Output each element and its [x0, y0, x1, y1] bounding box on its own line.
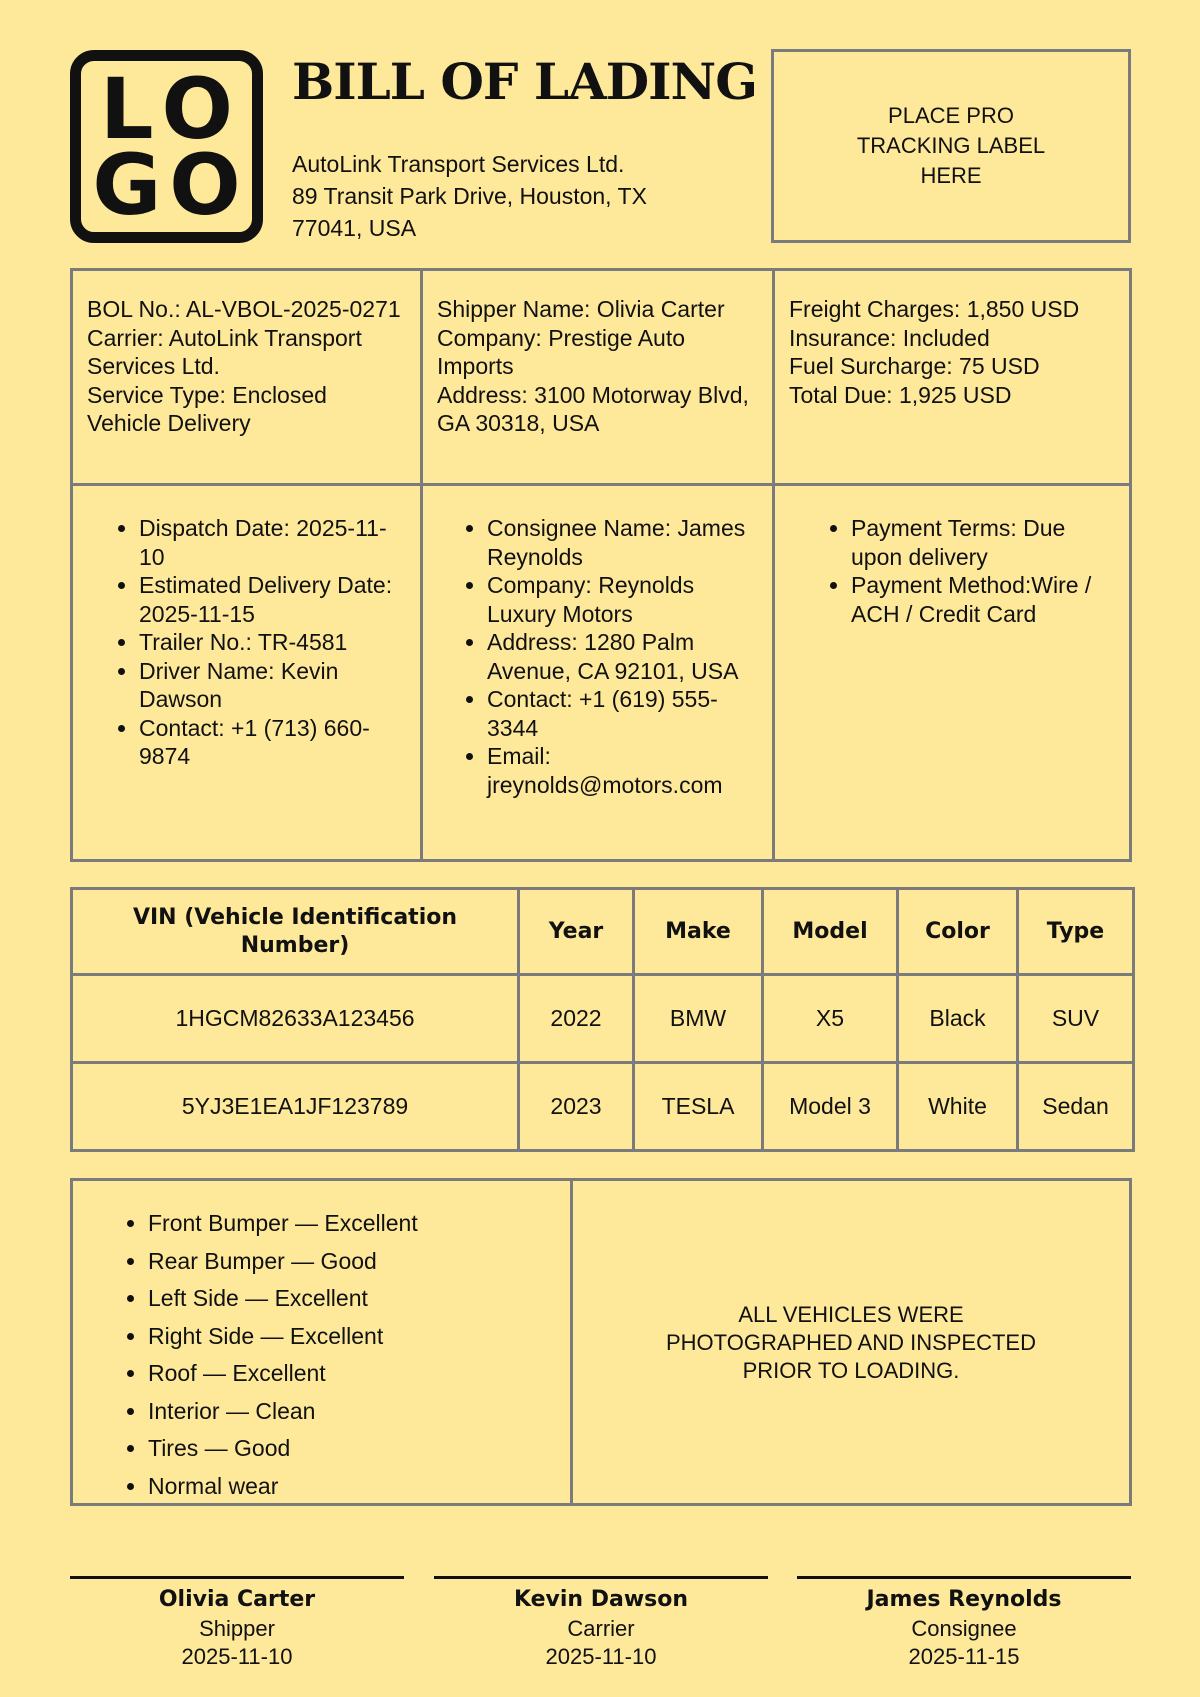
consignee-details [423, 486, 775, 859]
model-cell: X5 [763, 975, 898, 1063]
list-item: • Company: Reynolds Luxury Motors [487, 571, 760, 628]
vin-cell: 1HGCM82633A123456 [72, 975, 519, 1063]
vin-cell: 5YJ3E1EA1JF123789 [72, 1063, 519, 1151]
column-header-type: Type [1018, 889, 1134, 975]
list-item: • Contact: +1 (713) 660-9874 [139, 714, 408, 771]
column-header-make: Make [634, 889, 763, 975]
column-header-year: Year [519, 889, 634, 975]
list-item: • Contact: +1 (619) 555-3344 [487, 685, 760, 742]
signature-line [434, 1576, 768, 1579]
note-line: PRIOR TO LOADING. [742, 1358, 960, 1383]
bol-number: BOL No.: AL-VBOL-2025-0271 [87, 296, 401, 322]
inspection-section [70, 1178, 1132, 1506]
signer-name: Olivia Carter [158, 1587, 316, 1612]
make-cell: TESLA [634, 1063, 763, 1151]
freight-charges: Freight Charges: 1,850 USD [789, 296, 1080, 322]
tracking-line: PLACE PRO [888, 103, 1014, 128]
inspection-checklist [73, 1181, 573, 1505]
document-title: BILL OF LADING [292, 52, 757, 111]
shipment-info-grid [70, 268, 1132, 862]
company-line: AutoLink Transport Services Ltd. [292, 151, 625, 177]
signer-role: Shipper [199, 1616, 275, 1641]
tracking-label-placeholder [771, 49, 1131, 243]
company-line: 77041, USA [292, 215, 417, 241]
column-header-vin: VIN (Vehicle Identification Number) [72, 889, 519, 975]
shipper-address: Address: 3100 Motorway Blvd, GA 30318, USA [437, 381, 749, 436]
color-cell: White [898, 1063, 1018, 1151]
list-item: • Trailer No.: TR-4581 [139, 628, 408, 657]
list-item: • Left Side — Excellent [148, 1280, 570, 1318]
signer-role: Carrier [567, 1616, 635, 1641]
list-item: • Driver Name: Kevin Dawson [139, 657, 408, 714]
list-item: • Interior — Clean [148, 1393, 570, 1431]
signature-line [797, 1576, 1131, 1579]
signature-date: 2025-11-10 [545, 1644, 657, 1669]
signature-carrier [434, 1576, 768, 1671]
logo-letter: O [161, 59, 233, 158]
payment-details [775, 486, 1129, 859]
shipper-company: Company: Prestige Auto Imports [437, 324, 686, 379]
year-cell: 2023 [519, 1063, 634, 1151]
list-item: • Address: 1280 Palm Avenue, CA 92101, USA [487, 628, 760, 685]
note-line: PHOTOGRAPHED AND INSPECTED [666, 1330, 1036, 1355]
year-cell: 2022 [519, 975, 634, 1063]
list-item: • Consignee Name: James Reynolds [487, 514, 760, 571]
signer-role: Consignee [911, 1616, 1017, 1641]
inspection-note [573, 1181, 1129, 1505]
logo-letter: L [100, 59, 154, 158]
note-line: ALL VEHICLES WERE [738, 1302, 964, 1327]
list-item: • Estimated Delivery Date: 2025-11-15 [139, 571, 408, 628]
dispatch-details [73, 486, 423, 859]
list-item: • Right Side — Excellent [148, 1318, 570, 1356]
vehicles-table [70, 887, 1135, 1152]
charges-details [775, 271, 1129, 486]
signature-consignee [797, 1576, 1131, 1671]
list-item: • Dispatch Date: 2025-11-10 [139, 514, 408, 571]
list-item: • Payment Terms: Due upon delivery [851, 514, 1117, 571]
logo-letter: O [169, 135, 241, 234]
list-item: • Payment Method:Wire / ACH / Credit Card [851, 571, 1117, 628]
list-item: • Normal wear [148, 1468, 570, 1506]
signature-shipper [70, 1576, 404, 1671]
model-cell: Model 3 [763, 1063, 898, 1151]
signature-line [70, 1576, 404, 1579]
column-header-model: Model [763, 889, 898, 975]
fuel-surcharge: Fuel Surcharge: 75 USD [789, 353, 1040, 379]
tracking-line: HERE [920, 163, 982, 188]
type-cell: SUV [1018, 975, 1134, 1063]
company-logo [70, 50, 263, 243]
shipper-name: Shipper Name: Olivia Carter [437, 296, 725, 322]
signer-name: James Reynolds [866, 1587, 1062, 1612]
color-cell: Black [898, 975, 1018, 1063]
table-row [72, 975, 1134, 1063]
type-cell: Sedan [1018, 1063, 1134, 1151]
service-type: Service Type: Enclosed Vehicle Delivery [87, 381, 327, 436]
list-item: • Front Bumper — Excellent [148, 1205, 570, 1243]
signature-date: 2025-11-15 [908, 1644, 1020, 1669]
tracking-line: TRACKING LABEL [856, 133, 1046, 158]
carrier-company-address [292, 148, 647, 244]
logo-letter: G [92, 135, 162, 234]
company-line: 89 Transit Park Drive, Houston, TX [292, 183, 647, 209]
signature-date: 2025-11-10 [181, 1644, 293, 1669]
list-item: • Rear Bumper — Good [148, 1243, 570, 1281]
insurance: Insurance: Included [789, 324, 990, 351]
shipment-details [73, 271, 423, 486]
table-header-row [72, 889, 1134, 975]
list-item: • Tires — Good [148, 1430, 570, 1468]
list-item: • Email: jreynolds@motors.com [487, 742, 760, 799]
total-due: Total Due: 1,925 USD [789, 381, 1012, 408]
table-row [72, 1063, 1134, 1151]
list-item: • Roof — Excellent [148, 1355, 570, 1393]
shipper-details [423, 271, 775, 486]
column-header-color: Color [898, 889, 1018, 975]
make-cell: BMW [634, 975, 763, 1063]
carrier-name: Carrier: AutoLink Transport Services Ltd. [87, 324, 362, 379]
signer-name: Kevin Dawson [513, 1587, 689, 1612]
